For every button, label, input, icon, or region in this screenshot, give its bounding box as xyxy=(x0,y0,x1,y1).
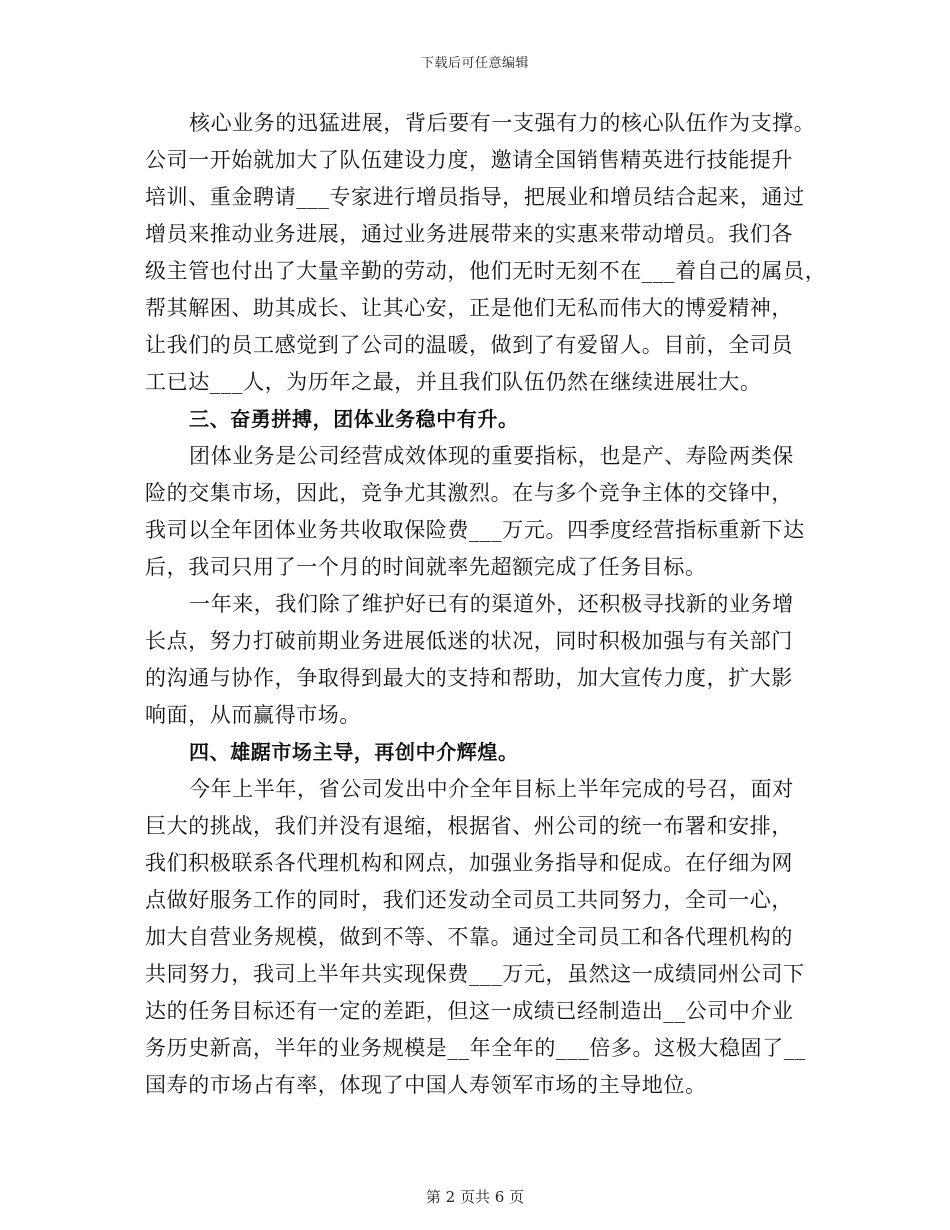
text-line: 共同努力，我司上半年共实现保费___万元，虽然这一成绩同州公司下 xyxy=(145,962,805,986)
text-line: 核心业务的迅猛进展，背后要有一支强有力的核心队伍作为支撑。 xyxy=(189,111,816,135)
text-line: 险的交集市场，因此，竞争尤其激烈。在与多个竞争主体的交锋中， xyxy=(145,481,793,505)
text-line: 我司以全年团体业务共收取保险费___万元。四季度经营指标重新下达 xyxy=(145,518,805,542)
page-header: 下载后可任意编辑 xyxy=(420,56,529,71)
text-line: 巨大的挑战，我们并没有退缩，根据省、州公司的统一布署和安排， xyxy=(145,814,793,838)
text-line: 国寿的市场占有率，体现了中国人寿领军市场的主导地位。 xyxy=(145,1073,707,1097)
text-line: 让我们的员工感觉到了公司的温暖，做到了有爱留人。目前，全司员 xyxy=(145,333,793,357)
text-line: 点做好服务工作的同时，我们还发动全司员工共同努力，全司一心， xyxy=(145,888,793,912)
text-line: 帮其解困、助其成长、让其心安，正是他们无私而伟大的博爱精神， xyxy=(145,296,793,320)
text-line: 团体业务是公司经营成效体现的重要指标，也是产、寿险两类保 xyxy=(189,444,794,468)
document-body xyxy=(145,105,825,1104)
text-line: 一年来，我们除了维护好已有的渠道外，还积极寻找新的业务增 xyxy=(189,592,794,616)
text-line: 今年上半年，省公司发出中介全年目标上半年完成的号召，面对 xyxy=(189,777,794,801)
text-line: 级主管也付出了大量辛勤的劳动，他们无时无刻不在___着自己的属员， xyxy=(145,259,827,283)
section-heading: 三、奋勇拼搏，团体业务稳中有升。 xyxy=(189,407,519,431)
text-line: 增员来推动业务进展，通过业务进展带来的实惠来带动增员。我们各 xyxy=(145,222,793,246)
text-line: 后，我司只用了一个月的时间就率先超额完成了任务目标。 xyxy=(145,555,707,579)
text-line: 响面，从而赢得市场。 xyxy=(145,703,361,727)
text-line: 务历史新高，半年的业务规模是__年全年的___倍多。这极大稳固了__ xyxy=(145,1036,806,1060)
text-line: 达的任务目标还有一定的差距，但这一成绩已经制造出__公司中介业 xyxy=(145,999,794,1023)
page-footer: 第 2 页共 6 页 xyxy=(425,1188,525,1206)
text-line: 公司一开始就加大了队伍建设力度，邀请全国销售精英进行技能提升 xyxy=(145,148,793,172)
text-line: 工已达___人，为历年之最，并且我们队伍仍然在继续进展壮大。 xyxy=(145,370,762,394)
section-heading: 四、雄踞市场主导，再创中介辉煌。 xyxy=(189,740,519,764)
text-line: 加大自营业务规模，做到不等、不靠。通过全司员工和各代理机构的 xyxy=(145,925,793,949)
text-line: 长点，努力打破前期业务进展低迷的状况，同时积极加强与有关部门 xyxy=(145,629,793,653)
text-line: 培训、重金聘请___专家进行增员指导，把展业和增员结合起来，通过 xyxy=(145,185,805,209)
text-line: 的沟通与协作，争取得到最大的支持和帮助，加大宣传力度，扩大影 xyxy=(145,666,793,690)
text-line: 我们积极联系各代理机构和网点，加强业务指导和促成。在仔细为网 xyxy=(145,851,793,875)
